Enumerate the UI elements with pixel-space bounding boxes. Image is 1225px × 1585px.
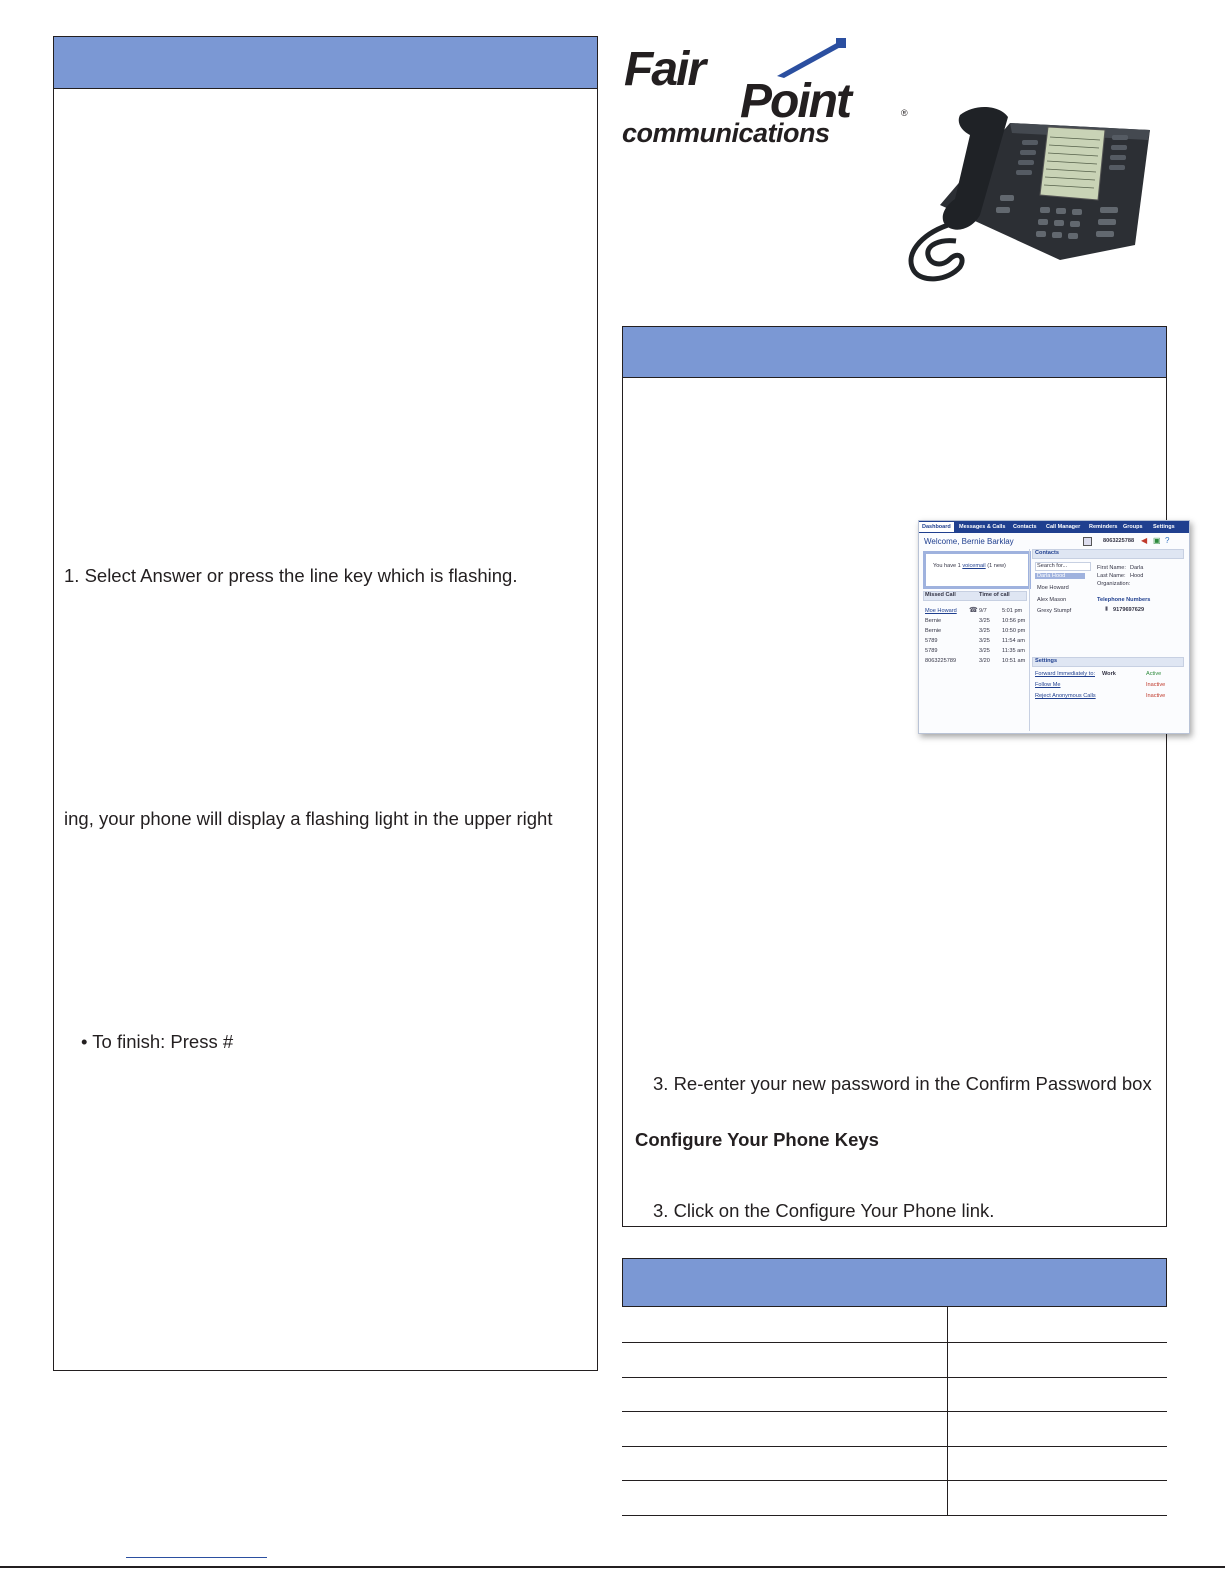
mobile-phone-icon: ▮ [1105,606,1109,612]
speaker-icon[interactable]: ◀ [1141,536,1148,545]
footer-link-underline [126,1557,267,1558]
tab-messages-calls[interactable]: Messages & Calls [959,524,1006,530]
voicemail-suffix: (1 new) [985,563,1006,569]
telephone-numbers-header: Telephone Numbers [1097,597,1151,603]
tab-dashboard[interactable]: Dashboard [919,522,954,532]
missed-row-date: 3/25 [979,628,990,634]
logo-registered-mark: ® [901,108,908,118]
table-row-line [622,1515,1167,1516]
table-row-line [622,1411,1167,1412]
voicemail-box [923,551,1031,589]
time-of-call-col: Time of call [979,592,1010,598]
logo-line-1: Fair [624,43,705,96]
contact-item-selected[interactable]: Darla Hood [1035,573,1085,579]
reference-table-header [622,1258,1167,1307]
setting-follow-me[interactable]: Follow Me [1035,682,1061,688]
missed-row-time: 11:35 am [1002,648,1025,654]
missed-row-time: 10:56 pm [1002,618,1026,624]
last-name-value: Hood [1130,573,1144,579]
missed-row-time: 11:54 am [1002,638,1025,644]
contact-item[interactable]: Moe Howard [1037,585,1069,591]
tab-groups[interactable]: Groups [1123,524,1143,530]
first-name-value: Darla [1130,565,1144,571]
telephone-number: 9179697629 [1113,607,1145,613]
configure-keys-heading: Configure Your Phone Keys [635,1129,879,1150]
tab-call-manager[interactable]: Call Manager [1046,524,1081,530]
logo-line-3: communications [622,118,830,148]
table-row-line [622,1446,1167,1447]
logo-line-2: Point [740,75,850,128]
missed-row-name: Bernie [925,618,942,624]
left-panel-header [54,37,597,89]
dashboard-divider [1029,549,1030,731]
missed-row-name: Bernie [925,628,942,634]
setting-forward-target: Work [1102,671,1116,677]
table-row-line [622,1377,1167,1378]
reference-table [622,1258,1167,1516]
first-name-label: First Name: [1097,565,1126,571]
page-bottom-rule [0,1566,1225,1568]
missed-call-col: Missed Call [925,592,956,598]
missed-row-name: 5789 [925,648,938,654]
missed-row-date: 3/25 [979,648,990,654]
table-row-line [622,1342,1167,1343]
missed-row-date: 3/25 [979,638,990,644]
flashing-light-text: ing, your phone will display a flashing light in the upper right [64,808,553,829]
document-icon[interactable]: ▣ [1153,536,1161,545]
missed-row-name[interactable]: Moe Howard [925,608,957,614]
missed-row-time: 5:01 pm [1002,608,1023,614]
help-icon[interactable]: ? [1165,536,1170,545]
setting-reject-status: Inactive [1146,693,1166,699]
contacts-title: Contacts [1035,550,1059,556]
voicemail-text [933,563,1006,569]
missed-row-time: 10:50 pm [1002,628,1026,634]
setting-forward-status: Active [1146,671,1162,677]
missed-row-name: 8063225789 [925,658,957,664]
contact-item[interactable]: Alex Mason [1037,597,1067,603]
table-row-line [622,1480,1167,1481]
missed-row-date: 3/20 [979,658,990,664]
account-number: 8063225788 [1103,538,1135,544]
answer-instruction: 1. Select Answer or press the line key which is flashing. [64,565,518,586]
search-placeholder: Search for... [1037,563,1068,569]
contact-item[interactable]: Grexy Stumpf [1037,608,1072,614]
tab-contacts[interactable]: Contacts [1013,524,1037,530]
voicemail-link[interactable]: voicemail [962,563,986,569]
missed-row-date: 9/7 [979,608,987,614]
phone-icon[interactable]: ☎ [969,607,978,614]
organization-label: Organization: [1097,581,1131,587]
configure-phone-text: 3. Click on the Configure Your Phone link. [653,1200,995,1221]
voicemail-prefix: You have 1 [933,563,963,569]
dashboard-nav-bar [919,521,1189,533]
settings-title: Settings [1035,658,1058,664]
contact-card-icon[interactable] [1083,537,1092,546]
left-info-panel [53,36,598,1371]
fairpoint-logo [622,36,917,148]
missed-row-name: 5789 [925,638,938,644]
dashboard-screenshot [918,520,1190,734]
missed-row-date: 3/25 [979,618,990,624]
setting-forward[interactable]: Forward Immediately to: [1035,671,1095,677]
setting-reject-anonymous[interactable]: Reject Anonymous Calls [1035,693,1096,699]
missed-row-time: 10:51 am [1002,658,1026,664]
right-panel-header [623,327,1166,378]
last-name-label: Last Name: [1097,573,1126,579]
dashboard-welcome: Welcome, Bernie Barklay [924,537,1014,546]
tab-settings[interactable]: Settings [1153,524,1175,530]
setting-follow-me-status: Inactive [1146,682,1166,688]
finish-instruction: • To finish: Press # [81,1031,234,1052]
tab-reminders[interactable]: Reminders [1089,524,1118,530]
desk-phone-icon [900,95,1160,290]
desk-phone-image [900,95,1160,290]
reenter-password-text: 3. Re-enter your new password in the Confirm Password box [653,1073,1152,1094]
